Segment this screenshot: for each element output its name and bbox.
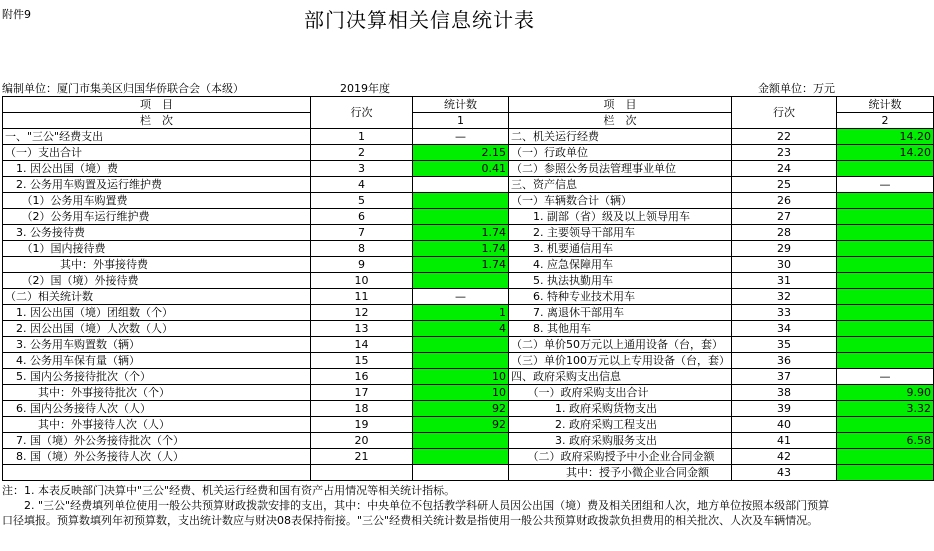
row-label: （二）政府采购授予中小企业合同金额 xyxy=(509,449,732,465)
row-label: （二）单价50万元以上通用设备（台，套） xyxy=(509,337,732,353)
table-row xyxy=(3,449,934,465)
row-number: 22 xyxy=(732,129,837,145)
table-row xyxy=(3,369,934,385)
stat-value: 14.20 xyxy=(837,145,934,161)
row-number xyxy=(311,465,413,481)
stat-value: 3.32 xyxy=(837,401,934,417)
row-number: 35 xyxy=(732,337,837,353)
row-label: （一）行政单位 xyxy=(509,145,732,161)
header-column-left: 栏 次 xyxy=(3,113,311,129)
table-row xyxy=(3,321,934,337)
table-row xyxy=(3,145,934,161)
row-label: 2. 因公出国（境）人次数（人） xyxy=(3,321,311,337)
row-number: 21 xyxy=(311,449,413,465)
header-item-right: 项 目 xyxy=(509,97,732,113)
table-row xyxy=(3,465,934,481)
row-number: 7 xyxy=(311,225,413,241)
row-label: 其中：外事接待人次（人） xyxy=(3,417,311,433)
row-number: 16 xyxy=(311,369,413,385)
table-row xyxy=(3,177,934,193)
row-label: 3. 公务用车购置数（辆） xyxy=(3,337,311,353)
row-label: 3. 公务接待费 xyxy=(3,225,311,241)
row-label: 7. 国（境）外公务接待批次（个） xyxy=(3,433,311,449)
stat-value xyxy=(837,161,934,177)
stat-value xyxy=(837,193,934,209)
stat-value xyxy=(413,465,509,481)
stat-value: — xyxy=(413,289,509,305)
stat-value xyxy=(837,465,934,481)
row-label: 其中：授予小微企业合同金额 xyxy=(509,465,732,481)
row-label: （1）公务用车购置费 xyxy=(3,193,311,209)
stat-value: 1 xyxy=(413,305,509,321)
row-label: （一）支出合计 xyxy=(3,145,311,161)
row-number: 1 xyxy=(311,129,413,145)
row-label: （二）相关统计数 xyxy=(3,289,311,305)
header-column-right: 栏 次 xyxy=(509,113,732,129)
row-number: 17 xyxy=(311,385,413,401)
stat-value xyxy=(837,209,934,225)
row-label: 1. 因公出国（境）费 xyxy=(3,161,311,177)
row-number: 32 xyxy=(732,289,837,305)
header-stat-left: 统计数 xyxy=(413,97,509,113)
row-label: 4. 公务用车保有量（辆） xyxy=(3,353,311,369)
stat-value xyxy=(413,337,509,353)
table-row xyxy=(3,257,934,273)
stat-value xyxy=(413,193,509,209)
row-number: 6 xyxy=(311,209,413,225)
row-number: 38 xyxy=(732,385,837,401)
footnote xyxy=(2,483,833,528)
row-label: 其中：外事接待费 xyxy=(3,257,311,273)
stat-value xyxy=(837,321,934,337)
row-label: 3. 政府采购服务支出 xyxy=(509,433,732,449)
row-number: 34 xyxy=(732,321,837,337)
row-label: 2. 公务用车购置及运行维护费 xyxy=(3,177,311,193)
row-number: 3 xyxy=(311,161,413,177)
table-row xyxy=(3,209,934,225)
table-row xyxy=(3,289,934,305)
table-row xyxy=(3,417,934,433)
row-number: 12 xyxy=(311,305,413,321)
stat-value xyxy=(837,353,934,369)
header-stat-col-right: 2 xyxy=(837,113,934,129)
table-row xyxy=(3,193,934,209)
table-row xyxy=(3,433,934,449)
table-row xyxy=(3,385,934,401)
row-label: 三、资产信息 xyxy=(509,177,732,193)
stat-value xyxy=(837,417,934,433)
row-number: 23 xyxy=(732,145,837,161)
stat-value: — xyxy=(837,177,934,193)
row-number: 26 xyxy=(732,193,837,209)
attachment-label: 附件9 xyxy=(2,8,31,21)
row-number: 31 xyxy=(732,273,837,289)
row-label: 8. 国（境）外公务接待人次（人） xyxy=(3,449,311,465)
row-label: 四、政府采购支出信息 xyxy=(509,369,732,385)
row-number: 39 xyxy=(732,401,837,417)
header-row-no-left: 行次 xyxy=(311,97,413,129)
row-label xyxy=(3,465,311,481)
stat-value xyxy=(837,225,934,241)
stat-value: 92 xyxy=(413,401,509,417)
stat-value xyxy=(413,433,509,449)
row-label: 2. 主要领导干部用车 xyxy=(509,225,732,241)
stat-value: — xyxy=(837,369,934,385)
row-label: 2. 政府采购工程支出 xyxy=(509,417,732,433)
row-number: 11 xyxy=(311,289,413,305)
row-label: 1. 因公出国（境）团组数（个） xyxy=(3,305,311,321)
row-label: 7. 离退休干部用车 xyxy=(509,305,732,321)
table-row xyxy=(3,241,934,257)
stat-value: — xyxy=(413,129,509,145)
row-label: 5. 执法执勤用车 xyxy=(509,273,732,289)
row-number: 2 xyxy=(311,145,413,161)
row-label: 4. 应急保障用车 xyxy=(509,257,732,273)
row-number: 29 xyxy=(732,241,837,257)
row-number: 28 xyxy=(732,225,837,241)
stat-value xyxy=(837,241,934,257)
row-number: 40 xyxy=(732,417,837,433)
row-number: 14 xyxy=(311,337,413,353)
stat-value: 2.15 xyxy=(413,145,509,161)
row-number: 9 xyxy=(311,257,413,273)
stat-value: 14.20 xyxy=(837,129,934,145)
row-label: 1. 政府采购货物支出 xyxy=(509,401,732,417)
row-label: 二、机关运行经费 xyxy=(509,129,732,145)
stat-value: 1.74 xyxy=(413,225,509,241)
amount-unit: 金额单位：万元 xyxy=(758,82,835,95)
header-item-left: 项 目 xyxy=(3,97,311,113)
stat-value xyxy=(413,177,509,193)
stat-value xyxy=(413,209,509,225)
row-number: 4 xyxy=(311,177,413,193)
stat-value: 92 xyxy=(413,417,509,433)
stat-value xyxy=(837,449,934,465)
stat-value: 1.74 xyxy=(413,257,509,273)
header-stat-col-left: 1 xyxy=(413,113,509,129)
row-label: 1. 副部（省）级及以上领导用车 xyxy=(509,209,732,225)
row-label: 其中：外事接待批次（个） xyxy=(3,385,311,401)
stat-value xyxy=(837,337,934,353)
row-number: 5 xyxy=(311,193,413,209)
row-number: 19 xyxy=(311,417,413,433)
report-year: 2019年度 xyxy=(340,82,390,95)
row-label: （2）国（境）外接待费 xyxy=(3,273,311,289)
stat-value: 10 xyxy=(413,369,509,385)
row-label: （一）车辆数合计（辆） xyxy=(509,193,732,209)
stat-value: 1.74 xyxy=(413,241,509,257)
row-label: 一、"三公"经费支出 xyxy=(3,129,311,145)
row-number: 27 xyxy=(732,209,837,225)
reporting-unit: 编制单位：厦门市集美区归国华侨联合会（本级） xyxy=(2,82,244,95)
footnote-line-2: 2. "三公"经费填列单位使用一般公共预算财政拨款安排的支出，其中：中央单位不包括教学科研人员因公出国（境）费及相关团组和人次，地方单位按照本级部门预算口径填报。预算数填列年初预算数，支出统计数应与财决08表保持衔接。"三公"经费相关统计数是指使用一般公共预算财政拨款负担费用的相关批次、人次及车辆情况。 xyxy=(2,499,830,527)
table-row xyxy=(3,401,934,417)
stat-value: 10 xyxy=(413,385,509,401)
footnote-line-1: 注：1. 本表反映部门决算中"三公"经费、机关运行经费和国有资产占用情况等相关统计指标。 xyxy=(2,484,456,497)
row-number: 20 xyxy=(311,433,413,449)
page-title: 部门决算相关信息统计表 xyxy=(304,8,535,32)
table-row xyxy=(3,273,934,289)
row-number: 24 xyxy=(732,161,837,177)
row-number: 15 xyxy=(311,353,413,369)
statistics-table xyxy=(2,96,934,481)
row-label: 6. 特种专业技术用车 xyxy=(509,289,732,305)
row-label: （1）国内接待费 xyxy=(3,241,311,257)
stat-value xyxy=(837,289,934,305)
row-number: 10 xyxy=(311,273,413,289)
row-label: 3. 机要通信用车 xyxy=(509,241,732,257)
row-label: （三）单价100万元以上专用设备（台，套） xyxy=(509,353,732,369)
row-number: 25 xyxy=(732,177,837,193)
row-label: （2）公务用车运行维护费 xyxy=(3,209,311,225)
row-label: （二）参照公务员法管理事业单位 xyxy=(509,161,732,177)
stat-value xyxy=(413,273,509,289)
row-number: 42 xyxy=(732,449,837,465)
row-number: 18 xyxy=(311,401,413,417)
table-row xyxy=(3,337,934,353)
header-row-no-right: 行次 xyxy=(732,97,837,129)
stat-value xyxy=(837,257,934,273)
stat-value: 9.90 xyxy=(837,385,934,401)
stat-value: 6.58 xyxy=(837,433,934,449)
row-number: 30 xyxy=(732,257,837,273)
row-number: 8 xyxy=(311,241,413,257)
row-number: 43 xyxy=(732,465,837,481)
table-body xyxy=(3,129,934,481)
stat-value: 0.41 xyxy=(413,161,509,177)
row-number: 41 xyxy=(732,433,837,449)
header-stat-right: 统计数 xyxy=(837,97,934,113)
stat-value xyxy=(837,273,934,289)
table-row xyxy=(3,161,934,177)
row-number: 36 xyxy=(732,353,837,369)
row-label: 8. 其他用车 xyxy=(509,321,732,337)
row-label: 5. 国内公务接待批次（个） xyxy=(3,369,311,385)
row-number: 13 xyxy=(311,321,413,337)
stat-value xyxy=(413,449,509,465)
table-row xyxy=(3,225,934,241)
stat-value: 4 xyxy=(413,321,509,337)
stat-value xyxy=(413,353,509,369)
table-row xyxy=(3,353,934,369)
row-number: 33 xyxy=(732,305,837,321)
row-label: 6. 国内公务接待人次（人） xyxy=(3,401,311,417)
table-row xyxy=(3,129,934,145)
stat-value xyxy=(837,305,934,321)
row-label: （一）政府采购支出合计 xyxy=(509,385,732,401)
row-number: 37 xyxy=(732,369,837,385)
table-row xyxy=(3,305,934,321)
